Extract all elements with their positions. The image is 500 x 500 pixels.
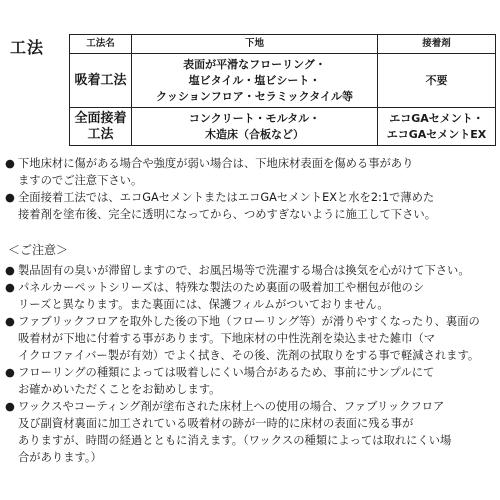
caution-line: 製品固有の臭いが滞留しますので、お風呂場等で洗濯する場合は換気を心がけて下さい。 <box>18 264 470 277</box>
caution-line: 及び副資材裏面に加工されている吸着材の跡が一時的に床材の表面に残る事が <box>18 417 414 430</box>
note-item <box>5 155 495 189</box>
adhesive-cell <box>378 54 496 108</box>
bullet-icon: ● <box>5 191 15 204</box>
caution-item <box>5 364 495 398</box>
caution-line: 吸着材が下地に付着する事があります。下地床材の中性洗剤を染込ませた雑巾（マ <box>18 332 436 345</box>
bullet-icon: ● <box>5 281 15 294</box>
caution-line: 合があります。） <box>18 451 102 464</box>
caution-line: パネルカーペットシリーズは、特殊な製法のため裏面の吸着加工や梱包が他のシ <box>18 281 425 294</box>
caution-line: ありますが、時間の経過とともに消えます。（ワックスの種類によっては取れにくい場 <box>18 434 452 447</box>
bullet-icon: ● <box>5 264 15 277</box>
method-name-full-adhesion <box>70 108 132 146</box>
caution-line: ファブリックフロアを取外した後の下地（フローリング等）が滑りやすくなったり、裏面の <box>18 315 480 328</box>
note-line: 接着剤を塗布後、完全に透明になってから、つめすぎないように施工して下さい。 <box>18 208 436 221</box>
caution-line: ワックスやコーティング剤が塗布された床材上への使用の場合、ファブリックフロア <box>18 400 445 413</box>
substrate-line: コンクリート・モルタル・ <box>188 111 321 125</box>
note-line: 全面接着工法では、エコGAセメントまたはエコGAセメントEXと水を2:1で薄めた <box>18 191 435 204</box>
bullet-icon: ● <box>5 157 15 170</box>
caution-item <box>5 398 495 466</box>
note-line: ますのでご注意下さい。 <box>18 174 143 187</box>
adhesive-line: 不要 <box>425 73 448 87</box>
substrate-line: 塩ビタイル・塩ビシート・ <box>188 73 321 87</box>
caution-item <box>5 262 495 279</box>
substrate-line: 表面が平滑なフローリング・ <box>183 57 326 71</box>
substrate-cell <box>132 54 378 108</box>
method-notes <box>5 155 495 223</box>
method-name-line: 全面接着 <box>74 110 127 126</box>
substrate-cell <box>132 108 378 146</box>
bullet-icon: ● <box>5 315 15 328</box>
note-line: 下地床材に傷がある場合や強度が弱い場合は、下地床材表面を傷める事があり <box>18 157 414 170</box>
table-header-row <box>70 35 496 54</box>
bullet-icon: ● <box>5 366 15 379</box>
adhesive-line: エコGAセメントEX <box>386 127 487 141</box>
caution-item <box>5 279 495 313</box>
caution-line: イクロファイバー製が有効）でよく拭き、その後、洗剤の拭取りをする事で軽減されます。 <box>18 349 480 362</box>
substrate-line: クッションフロア・セラミックタイル等 <box>155 89 354 103</box>
method-name: 吸着工法 <box>74 72 127 88</box>
method-table <box>69 34 496 146</box>
adhesive-cell <box>378 108 496 146</box>
method-name-line: 工法 <box>87 126 114 142</box>
section-title: 工法 <box>10 38 45 57</box>
adhesive-line: エコGAセメント・ <box>389 111 484 125</box>
table-row <box>70 54 496 108</box>
table-row <box>70 108 496 146</box>
caution-line: リーズと異なります。また裏面には、保護フィルムがついておりません。 <box>18 298 389 311</box>
header-method: 工法名 <box>70 35 132 54</box>
caution-line: お確かめいただくことをお勧めします。 <box>18 383 221 396</box>
header-adhesive: 接着剤 <box>378 35 496 54</box>
caution-line: フローリングの種類によっては吸着しにくい場合があるため、事前にサンプルにて <box>18 366 435 379</box>
bullet-icon: ● <box>5 400 15 413</box>
note-item <box>5 189 495 223</box>
substrate-line: 木造床（合板など） <box>205 127 304 141</box>
header-substrate: 下地 <box>132 35 378 54</box>
caution-item <box>5 313 495 364</box>
caution-list <box>5 262 495 466</box>
caution-heading: ＜ご注意＞ <box>8 243 69 257</box>
method-name-suction <box>70 54 132 108</box>
